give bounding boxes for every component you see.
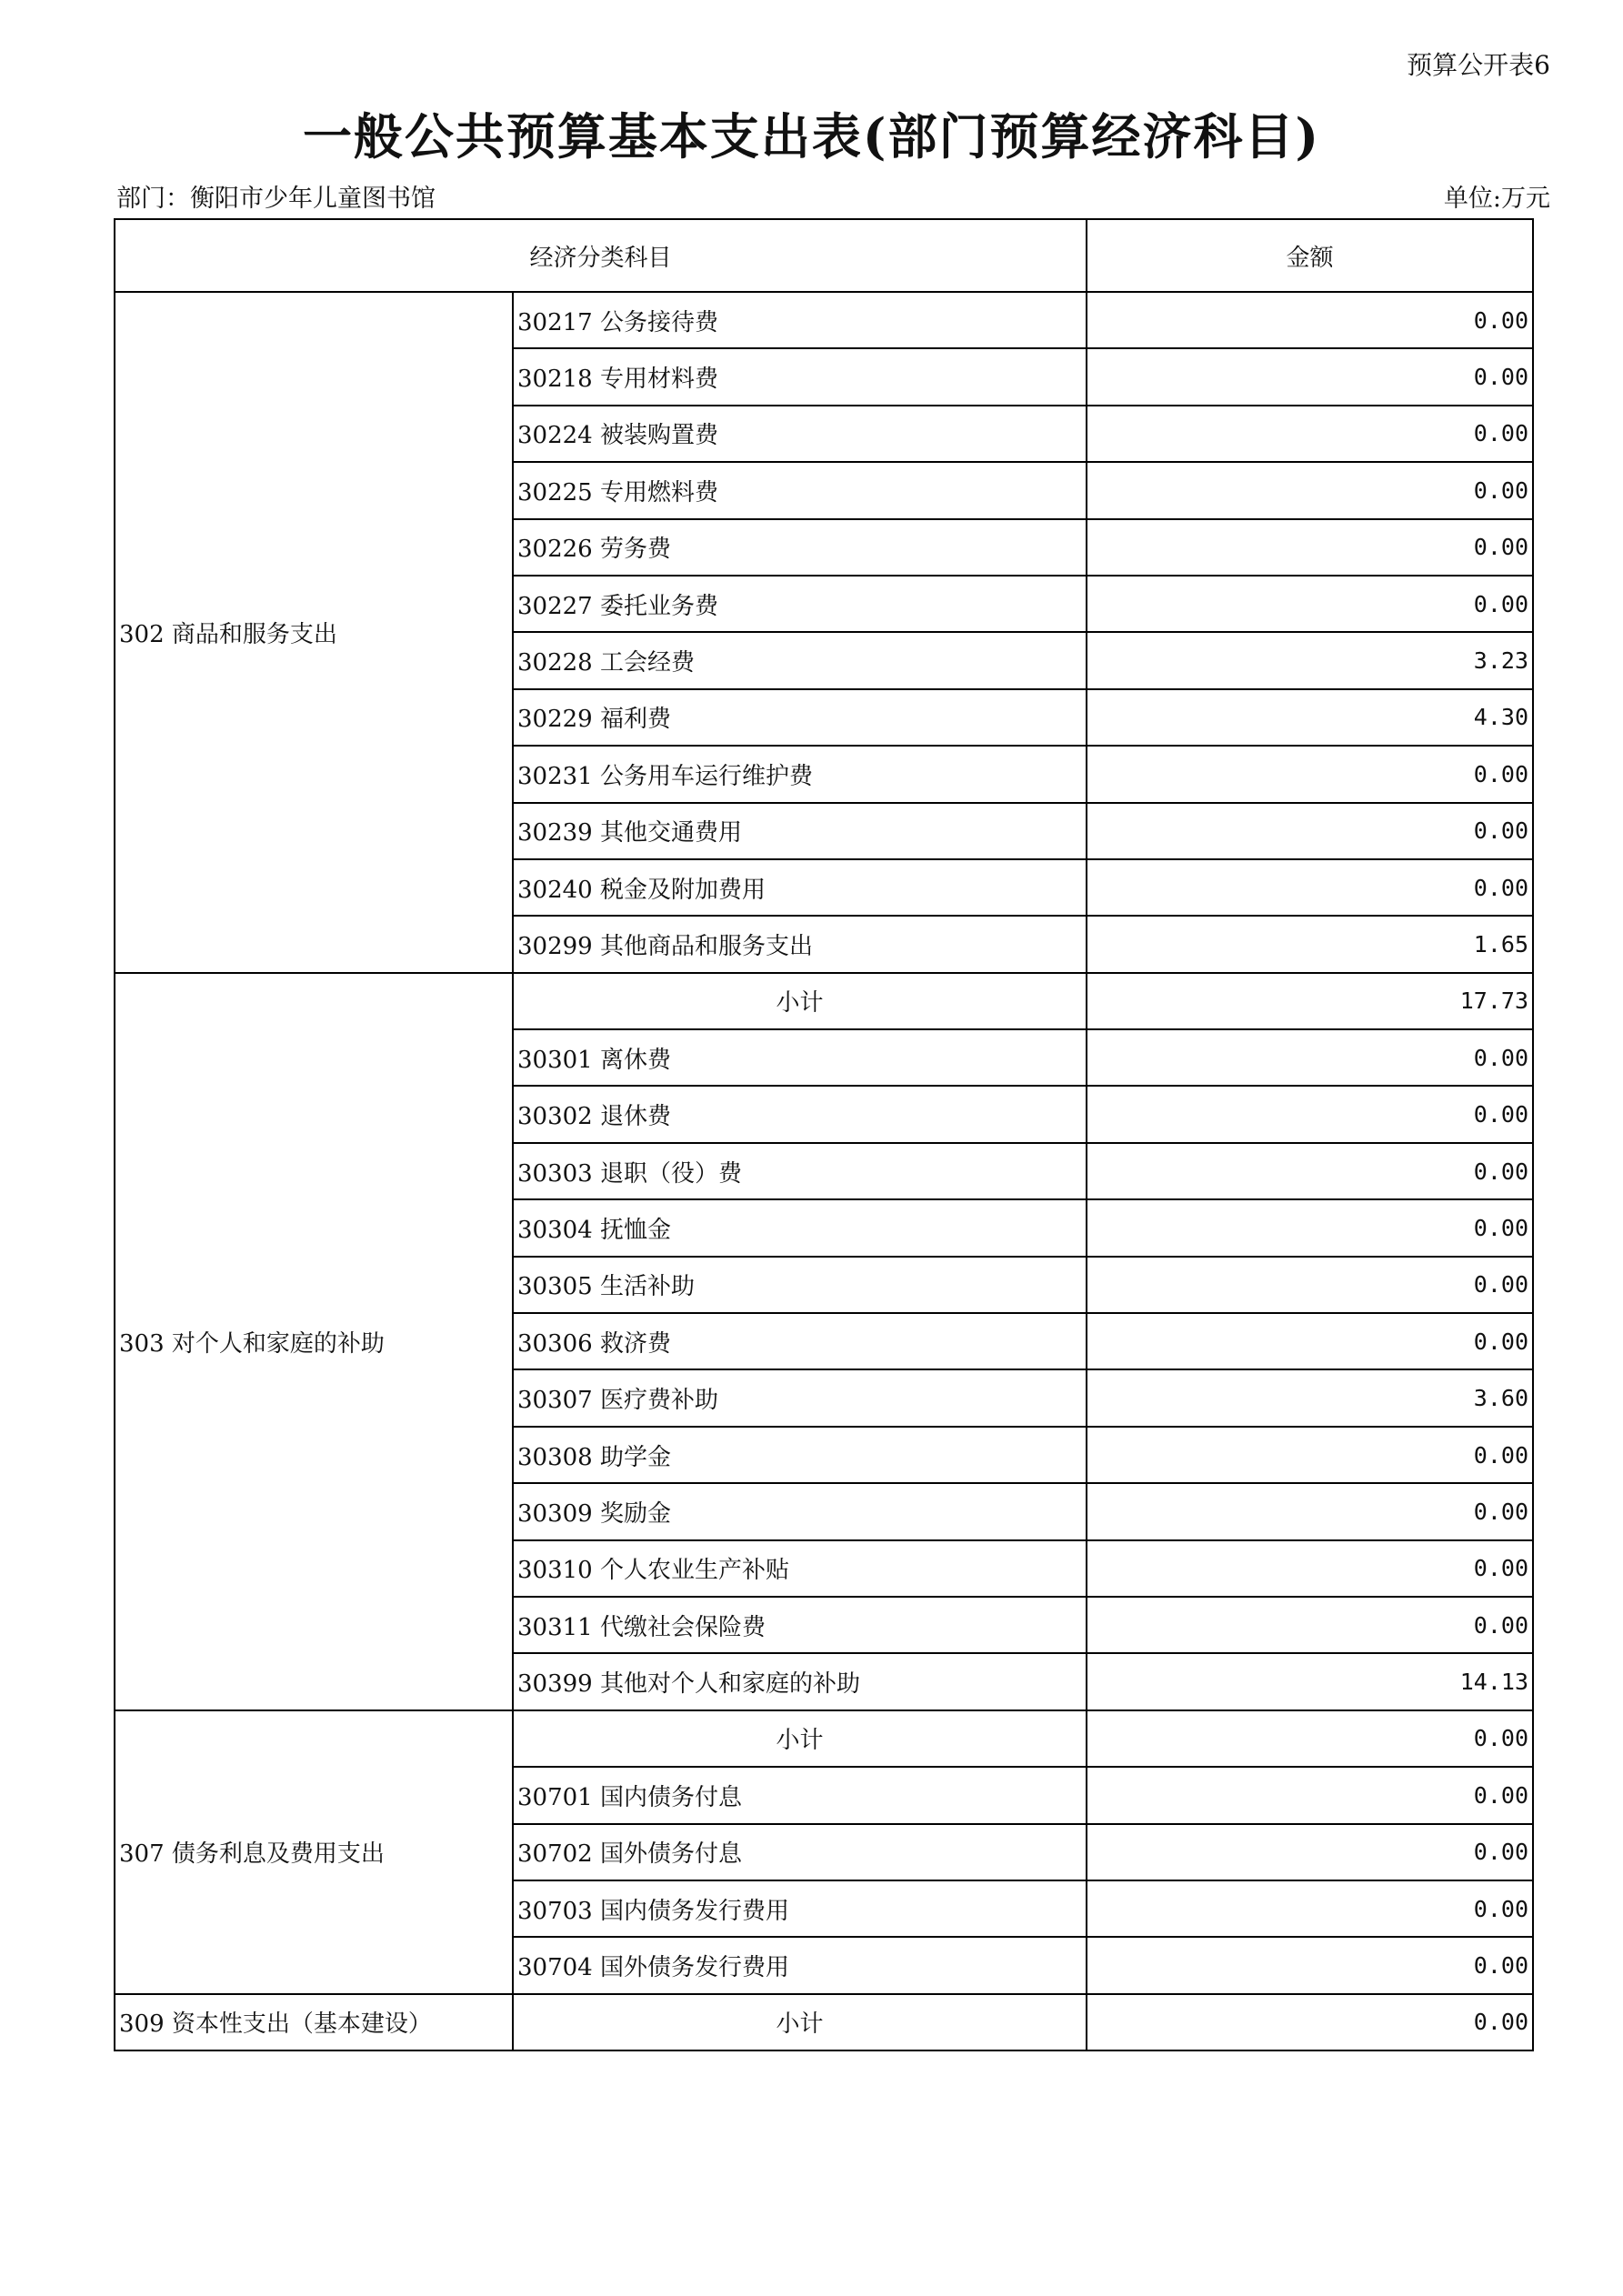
- item-name: 30239 其他交通费用: [513, 803, 1087, 859]
- item-amount: 0.00: [1087, 1029, 1533, 1086]
- item-name: 30226 劳务费: [513, 519, 1087, 576]
- item-amount: 0.00: [1087, 292, 1533, 348]
- item-name: 30307 医疗费补助: [513, 1369, 1087, 1426]
- item-name: 30229 福利费: [513, 689, 1087, 746]
- item-amount: 0.00: [1087, 1143, 1533, 1199]
- item-name: 30305 生活补助: [513, 1257, 1087, 1313]
- column-header-subject: 经济分类科目: [115, 219, 1087, 292]
- item-amount: 0.00: [1087, 859, 1533, 916]
- item-name: 30701 国内债务付息: [513, 1767, 1087, 1823]
- item-amount: 0.00: [1087, 1427, 1533, 1483]
- item-name: 30303 退职（役）费: [513, 1143, 1087, 1199]
- item-name: 30703 国内债务发行费用: [513, 1880, 1087, 1937]
- item-amount: 0.00: [1087, 519, 1533, 576]
- subtotal-label: 小计: [513, 1710, 1087, 1767]
- item-name: 30218 专用材料费: [513, 348, 1087, 405]
- subtotal-label: 小计: [513, 1994, 1087, 2050]
- item-amount: 0.00: [1087, 1597, 1533, 1653]
- item-amount: 0.00: [1087, 406, 1533, 462]
- item-amount: 4.30: [1087, 689, 1533, 746]
- item-name: 30702 国外债务付息: [513, 1824, 1087, 1880]
- item-name: 30231 公务用车运行维护费: [513, 746, 1087, 802]
- item-amount: 3.23: [1087, 632, 1533, 688]
- page-title: 一般公共预算基本支出表(部门预算经济科目): [302, 107, 1321, 165]
- item-amount: 0.00: [1087, 1483, 1533, 1539]
- item-name: 30224 被装购置费: [513, 406, 1087, 462]
- item-name: 30399 其他对个人和家庭的补助: [513, 1653, 1087, 1709]
- item-amount: 0.00: [1087, 1313, 1533, 1369]
- item-amount: 0.00: [1087, 746, 1533, 802]
- item-amount: 0.00: [1087, 462, 1533, 518]
- table-row: [115, 292, 1533, 348]
- item-name: 30301 离休费: [513, 1029, 1087, 1086]
- item-name: 30704 国外债务发行费用: [513, 1937, 1087, 1993]
- item-amount: 1.65: [1087, 916, 1533, 972]
- item-name: 30228 工会经费: [513, 632, 1087, 688]
- subtotal-row: [115, 973, 1533, 1029]
- category-cell: 309 资本性支出（基本建设）: [115, 1994, 513, 2050]
- item-name: 30227 委托业务费: [513, 576, 1087, 632]
- item-name: 30311 代缴社会保险费: [513, 1597, 1087, 1653]
- subtotal-row: [115, 1994, 1533, 2050]
- item-amount: 0.00: [1087, 1767, 1533, 1823]
- unit-label: 单位:万元: [1443, 185, 1550, 213]
- category-cell: 303 对个人和家庭的补助: [115, 973, 513, 1710]
- category-cell: 302 商品和服务支出: [115, 292, 513, 973]
- item-amount: 0.00: [1087, 1199, 1533, 1256]
- item-name: 30309 奖励金: [513, 1483, 1087, 1539]
- item-name: 30302 退休费: [513, 1086, 1087, 1142]
- item-name: 30304 抚恤金: [513, 1199, 1087, 1256]
- item-amount: 0.00: [1087, 348, 1533, 405]
- subtotal-row: [115, 1710, 1533, 1767]
- department-label: 部门：衡阳市少年儿童图书馆: [116, 185, 436, 213]
- subtotal-amount: 17.73: [1087, 973, 1533, 1029]
- item-amount: 0.00: [1087, 803, 1533, 859]
- item-name: 30310 个人农业生产补贴: [513, 1540, 1087, 1597]
- table-number-label: 预算公开表6: [1407, 50, 1550, 80]
- item-amount: 0.00: [1087, 1257, 1533, 1313]
- subtotal-label: 小计: [513, 973, 1087, 1029]
- budget-table: [114, 218, 1534, 2051]
- item-amount: 0.00: [1087, 1824, 1533, 1880]
- item-amount: 0.00: [1087, 1086, 1533, 1142]
- item-amount: 0.00: [1087, 1937, 1533, 1993]
- item-name: 30240 税金及附加费用: [513, 859, 1087, 916]
- table-body: [115, 292, 1533, 2050]
- item-amount: 0.00: [1087, 576, 1533, 632]
- column-header-amount: 金额: [1087, 219, 1533, 292]
- item-amount: 0.00: [1087, 1880, 1533, 1937]
- item-amount: 0.00: [1087, 1540, 1533, 1597]
- item-name: 30225 专用燃料费: [513, 462, 1087, 518]
- item-amount: 14.13: [1087, 1653, 1533, 1709]
- item-name: 30306 救济费: [513, 1313, 1087, 1369]
- item-name: 30308 助学金: [513, 1427, 1087, 1483]
- item-name: 30217 公务接待费: [513, 292, 1087, 348]
- category-cell: 307 债务利息及费用支出: [115, 1710, 513, 1994]
- item-amount: 3.60: [1087, 1369, 1533, 1426]
- item-name: 30299 其他商品和服务支出: [513, 916, 1087, 972]
- subtotal-amount: 0.00: [1087, 1710, 1533, 1767]
- subtotal-amount: 0.00: [1087, 1994, 1533, 2050]
- table-header-row: [115, 219, 1533, 292]
